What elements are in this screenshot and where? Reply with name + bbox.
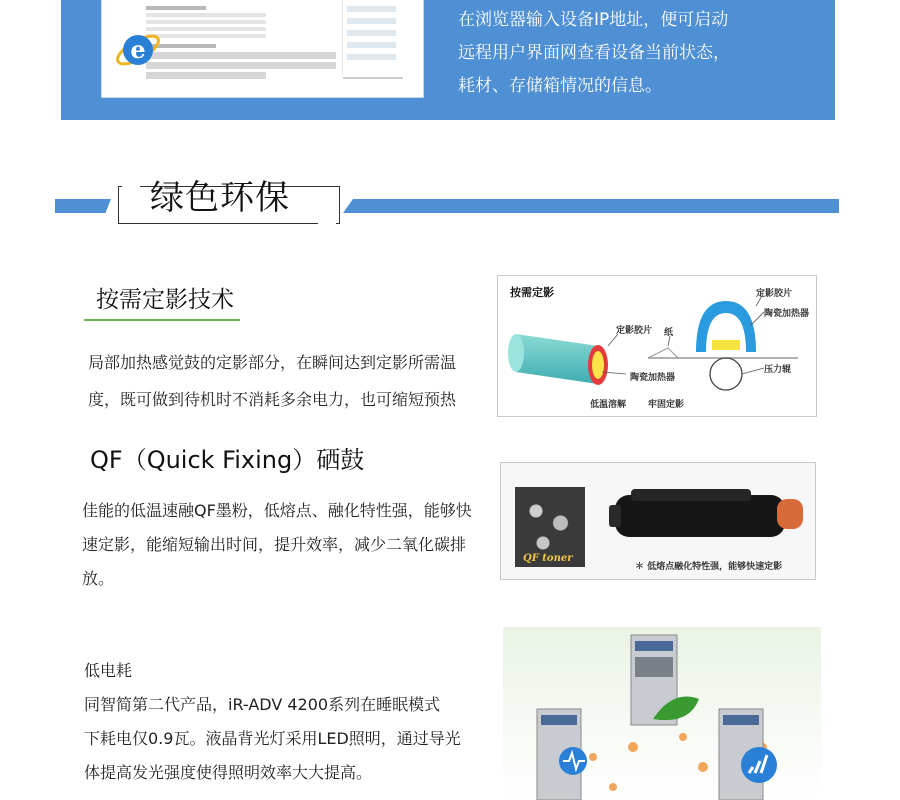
label-paper: 纸 [664,328,674,338]
text-line: 速定影，能缩短输出时间，提升效率，减少二氧化碳排 [82,535,467,554]
browser-logo-icon [114,26,162,72]
caption-bullet: ＊ [635,562,645,572]
banner-line: 远程用户界面网查看设备当前状态， [458,43,730,63]
text-line: 佳能的低温速融QF墨粉，低熔点、融化特性强，能够快 [82,501,472,520]
toner-cartridge-icon [601,471,811,557]
feature-low-power [84,654,461,790]
caption-text: 低熔点融化特性强，能够快速定影 [647,562,783,572]
label-low-temp: 低温溶解 [590,400,627,410]
remote-ui-sidebar [342,0,400,75]
low-power-illustration [503,627,821,800]
feature-underline [84,319,240,321]
label-pressure-roller: 压力辊 [764,365,792,375]
banner-line: 耗材、存储箱情况的信息。 [458,76,662,96]
fixing-diagram [497,275,817,417]
section-title: 绿色环保 [150,178,290,218]
label-firm-fixing: 牢固定影 [648,400,685,410]
feature-text-fixing [88,344,456,418]
svg-text:e: e [130,35,146,64]
label-heater-bottom: 陶瓷加热器 [630,373,676,383]
text-line: 同智简第二代产品，iR-ADV 4200系列在睡眠模式 [84,695,441,714]
feature-title-qf: QF（Quick Fixing）硒鼓 [90,446,365,474]
remote-ui-banner [61,0,835,120]
feature-title-fixing: 按需定影技术 [96,287,234,313]
text-line: 局部加热感觉鼓的定影部分，在瞬间达到定影所需温 [88,353,457,372]
text-line: 下耗电仅0.9瓦。液晶背光灯采用LED照明，通过导光 [84,729,461,748]
banner-description [458,4,730,103]
remote-ui-screenshot [101,0,424,98]
label-film-mid: 定影胶片 [616,326,653,336]
text-line: 放。 [82,569,115,588]
text-line: 体提高发光强度使得照明效率大大提高。 [84,763,373,782]
label-film-top: 定影胶片 [756,289,793,299]
fixing-diagram-title: 按需定影 [510,286,554,299]
toner-figure [500,462,816,580]
toner-label: QF toner [523,553,573,564]
section-rule-right [343,199,839,213]
toner-caption [635,559,782,572]
copiers-illustration [503,627,821,800]
feature-title-low-power: 低电耗 [84,661,133,680]
text-line: 度，既可做到待机时不消耗多余电力，也可缩短预热 [88,390,457,409]
banner-line: 在浏览器输入设备IP地址，便可启动 [458,10,729,30]
section-rule-left [55,199,111,213]
label-heater-right: 陶瓷加热器 [764,309,810,319]
feature-text-qf [82,494,472,596]
